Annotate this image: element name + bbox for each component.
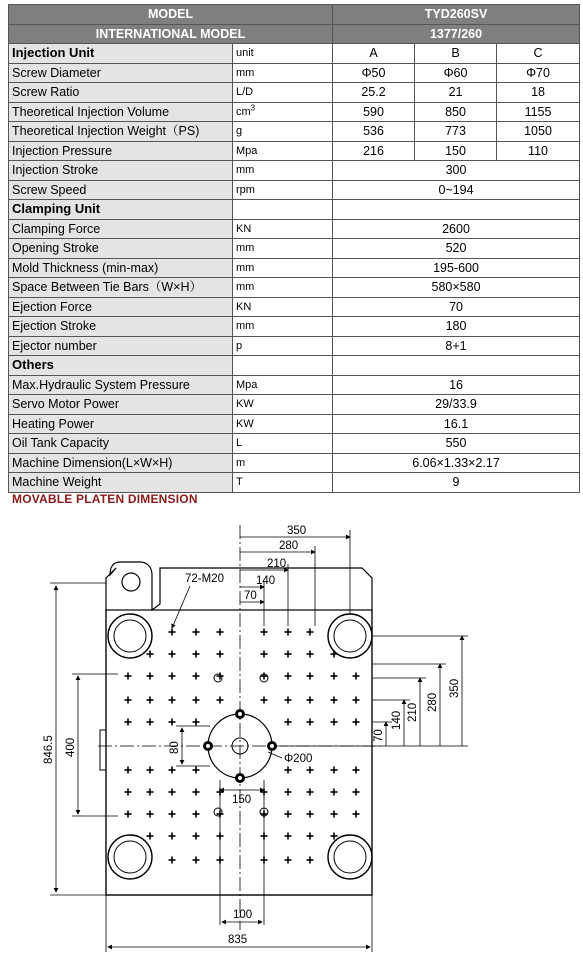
row-unit: KN bbox=[233, 219, 333, 239]
dim-top-350: 350 bbox=[287, 525, 307, 537]
value-b: 150 bbox=[415, 141, 497, 161]
row-label: Theoretical Injection Volume bbox=[9, 102, 233, 122]
intl-model-label: INTERNATIONAL MODEL bbox=[9, 24, 333, 44]
row-unit: mm bbox=[233, 278, 333, 298]
threaded-hole bbox=[353, 673, 360, 680]
dim-bottom-100: 100 bbox=[233, 909, 253, 921]
threaded-hole bbox=[125, 811, 132, 818]
intl-model-row bbox=[9, 24, 580, 44]
threaded-hole bbox=[331, 673, 338, 680]
row-label: Theoretical Injection Weight（PS) bbox=[9, 122, 233, 142]
clamping-unit-header bbox=[9, 200, 580, 220]
table-row bbox=[9, 141, 580, 161]
col-c-header: C bbox=[497, 44, 580, 64]
row-value: 2600 bbox=[333, 219, 580, 239]
table-row bbox=[9, 258, 580, 278]
threaded-hole bbox=[307, 629, 314, 636]
row-value: 8+1 bbox=[333, 336, 580, 356]
dim-top-70: 70 bbox=[244, 590, 257, 602]
dim-bolt-150: 150 bbox=[232, 794, 252, 806]
threaded-hole bbox=[125, 789, 132, 796]
row-label: Oil Tank Capacity bbox=[9, 434, 233, 454]
threaded-hole bbox=[307, 833, 314, 840]
row-value: 0~194 bbox=[333, 180, 580, 200]
row-unit: KW bbox=[233, 414, 333, 434]
threaded-hole bbox=[307, 789, 314, 796]
threaded-hole bbox=[193, 629, 200, 636]
value-c: 1050 bbox=[497, 122, 580, 142]
table-row bbox=[9, 219, 580, 239]
threaded-hole bbox=[353, 767, 360, 774]
threaded-hole bbox=[169, 857, 176, 864]
row-value: 16.1 bbox=[333, 414, 580, 434]
threaded-hole bbox=[353, 811, 360, 818]
threaded-hole bbox=[193, 833, 200, 840]
row-label: Machine Weight bbox=[9, 473, 233, 493]
threaded-hole bbox=[147, 651, 154, 658]
row-label: Machine Dimension(L×W×H) bbox=[9, 453, 233, 473]
others-header bbox=[9, 356, 580, 376]
value-a: 536 bbox=[333, 122, 415, 142]
platen-body bbox=[106, 610, 372, 895]
threaded-hole bbox=[217, 629, 224, 636]
threaded-hole bbox=[285, 767, 292, 774]
unit-header: unit bbox=[233, 44, 333, 64]
row-unit: mm bbox=[233, 161, 333, 181]
threaded-hole bbox=[353, 719, 360, 726]
value-a: 590 bbox=[333, 102, 415, 122]
row-label: Screw Speed bbox=[9, 180, 233, 200]
threaded-hole bbox=[307, 857, 314, 864]
row-label: Injection Pressure bbox=[9, 141, 233, 161]
spec-table bbox=[8, 4, 580, 493]
threaded-hole bbox=[169, 629, 176, 636]
row-unit bbox=[233, 102, 333, 122]
table-row bbox=[9, 278, 580, 298]
row-unit: T bbox=[233, 473, 333, 493]
row-unit: L bbox=[233, 434, 333, 454]
row-value: 550 bbox=[333, 434, 580, 454]
section-title: Clamping Unit bbox=[9, 200, 233, 220]
threaded-hole bbox=[147, 789, 154, 796]
row-unit: mm bbox=[233, 63, 333, 83]
threaded-hole bbox=[285, 833, 292, 840]
row-value: 16 bbox=[333, 375, 580, 395]
dim-bottom-835: 835 bbox=[228, 934, 248, 946]
row-unit: rpm bbox=[233, 180, 333, 200]
dim-top-140: 140 bbox=[256, 575, 276, 587]
value-a: 216 bbox=[333, 141, 415, 161]
row-value: 29/33.9 bbox=[333, 395, 580, 415]
threaded-hole bbox=[285, 697, 292, 704]
threaded-hole bbox=[307, 767, 314, 774]
threaded-hole bbox=[285, 673, 292, 680]
row-value: 180 bbox=[333, 317, 580, 337]
lifting-eye bbox=[122, 573, 140, 591]
value-b: Φ60 bbox=[415, 63, 497, 83]
table-row bbox=[9, 122, 580, 142]
dim-center-diameter: Φ200 bbox=[284, 753, 313, 765]
row-unit: mm bbox=[233, 239, 333, 259]
threaded-hole bbox=[147, 811, 154, 818]
threaded-hole bbox=[147, 767, 154, 774]
table-row bbox=[9, 297, 580, 317]
threaded-hole bbox=[307, 673, 314, 680]
platen-drawing bbox=[0, 508, 583, 961]
threaded-hole bbox=[169, 697, 176, 704]
table-row bbox=[9, 102, 580, 122]
threaded-hole bbox=[169, 673, 176, 680]
row-label: Injection Stroke bbox=[9, 161, 233, 181]
table-row bbox=[9, 83, 580, 103]
row-value: 9 bbox=[333, 473, 580, 493]
table-row bbox=[9, 180, 580, 200]
threaded-hole bbox=[169, 651, 176, 658]
row-value: 6.06×1.33×2.17 bbox=[333, 453, 580, 473]
unit-superscript: 3 bbox=[250, 103, 256, 113]
row-label: Heating Power bbox=[9, 414, 233, 434]
row-label: Max.Hydraulic System Pressure bbox=[9, 375, 233, 395]
row-label: Space Between Tie Bars（W×H） bbox=[9, 278, 233, 298]
threaded-hole bbox=[125, 673, 132, 680]
section-blank bbox=[233, 200, 333, 220]
table-row bbox=[9, 317, 580, 337]
threaded-hole bbox=[331, 719, 338, 726]
threaded-hole bbox=[193, 789, 200, 796]
threaded-hole bbox=[307, 651, 314, 658]
threaded-hole bbox=[285, 629, 292, 636]
dim-top-280: 280 bbox=[279, 540, 299, 552]
injection-unit-header bbox=[9, 44, 580, 64]
value-c: 1155 bbox=[497, 102, 580, 122]
threaded-hole bbox=[193, 767, 200, 774]
value-b: 773 bbox=[415, 122, 497, 142]
threaded-hole bbox=[285, 651, 292, 658]
value-b: 21 bbox=[415, 83, 497, 103]
threaded-hole bbox=[169, 811, 176, 818]
threaded-hole bbox=[217, 651, 224, 658]
value-c: 18 bbox=[497, 83, 580, 103]
threaded-hole bbox=[125, 697, 132, 704]
model-row bbox=[9, 5, 580, 25]
section-blank bbox=[233, 356, 333, 376]
row-label: Screw Ratio bbox=[9, 83, 233, 103]
col-b-header: B bbox=[415, 44, 497, 64]
threaded-hole bbox=[285, 857, 292, 864]
thread-leader bbox=[172, 586, 190, 628]
dim-right-70: 70 bbox=[373, 729, 385, 742]
row-unit: L/D bbox=[233, 83, 333, 103]
value-a: Φ50 bbox=[333, 63, 415, 83]
section-blank bbox=[333, 200, 580, 220]
row-unit: KW bbox=[233, 395, 333, 415]
threaded-hole bbox=[261, 629, 268, 636]
row-value: 580×580 bbox=[333, 278, 580, 298]
threaded-hole bbox=[193, 857, 200, 864]
model-label: MODEL bbox=[9, 5, 333, 25]
threaded-hole bbox=[147, 697, 154, 704]
threaded-hole bbox=[193, 811, 200, 818]
thread-callout: 72-M20 bbox=[185, 573, 224, 585]
value-a: 25.2 bbox=[333, 83, 415, 103]
dim-right-280: 280 bbox=[427, 692, 439, 712]
dim-top-210: 210 bbox=[267, 558, 287, 570]
row-label: Opening Stroke bbox=[9, 239, 233, 259]
threaded-hole bbox=[307, 811, 314, 818]
threaded-hole bbox=[125, 719, 132, 726]
row-label: Ejector number bbox=[9, 336, 233, 356]
section-blank bbox=[333, 356, 580, 376]
threaded-hole bbox=[331, 697, 338, 704]
table-row bbox=[9, 395, 580, 415]
threaded-hole bbox=[353, 789, 360, 796]
threaded-hole bbox=[193, 651, 200, 658]
table-row bbox=[9, 161, 580, 181]
threaded-hole bbox=[331, 833, 338, 840]
dim-bolt-80: 80 bbox=[169, 741, 181, 754]
table-row bbox=[9, 434, 580, 454]
threaded-hole bbox=[307, 697, 314, 704]
threaded-hole bbox=[169, 719, 176, 726]
threaded-hole bbox=[285, 811, 292, 818]
table-row bbox=[9, 239, 580, 259]
threaded-hole bbox=[307, 719, 314, 726]
threaded-hole bbox=[193, 673, 200, 680]
threaded-hole bbox=[193, 697, 200, 704]
row-unit: KN bbox=[233, 297, 333, 317]
threaded-hole bbox=[331, 767, 338, 774]
side-tab bbox=[100, 730, 106, 770]
row-unit: mm bbox=[233, 317, 333, 337]
table-row bbox=[9, 473, 580, 493]
threaded-hole bbox=[169, 833, 176, 840]
unit-base: cm bbox=[236, 105, 251, 118]
row-unit: Mpa bbox=[233, 375, 333, 395]
row-value: 520 bbox=[333, 239, 580, 259]
row-unit: p bbox=[233, 336, 333, 356]
table-row bbox=[9, 336, 580, 356]
value-c: Φ70 bbox=[497, 63, 580, 83]
threaded-hole bbox=[217, 697, 224, 704]
threaded-hole bbox=[331, 811, 338, 818]
row-label: Servo Motor Power bbox=[9, 395, 233, 415]
dim-right-210: 210 bbox=[407, 702, 419, 722]
row-value: 195-600 bbox=[333, 258, 580, 278]
table-row bbox=[9, 414, 580, 434]
threaded-hole bbox=[353, 697, 360, 704]
dim-height-total: 846.5 bbox=[43, 735, 55, 764]
row-unit: g bbox=[233, 122, 333, 142]
intl-model-value: 1377/260 bbox=[333, 24, 580, 44]
threaded-hole bbox=[331, 651, 338, 658]
row-unit: m bbox=[233, 453, 333, 473]
row-label: Ejection Stroke bbox=[9, 317, 233, 337]
threaded-hole bbox=[285, 719, 292, 726]
row-label: Screw Diameter bbox=[9, 63, 233, 83]
value-b: 850 bbox=[415, 102, 497, 122]
row-label: Mold Thickness (min-max) bbox=[9, 258, 233, 278]
threaded-hole bbox=[169, 767, 176, 774]
table-row bbox=[9, 375, 580, 395]
drawing-caption: MOVABLE PLATEN DIMENSION bbox=[12, 492, 198, 506]
table-row bbox=[9, 63, 580, 83]
col-a-header: A bbox=[333, 44, 415, 64]
dim-right-350: 350 bbox=[449, 678, 461, 698]
threaded-hole bbox=[147, 719, 154, 726]
threaded-hole bbox=[331, 789, 338, 796]
threaded-hole bbox=[147, 673, 154, 680]
model-value: TYD260SV bbox=[333, 5, 580, 25]
row-label: Ejection Force bbox=[9, 297, 233, 317]
threaded-hole bbox=[193, 719, 200, 726]
section-title: Others bbox=[9, 356, 233, 376]
threaded-hole bbox=[261, 697, 268, 704]
row-label: Clamping Force bbox=[9, 219, 233, 239]
threaded-hole bbox=[261, 651, 268, 658]
value-c: 110 bbox=[497, 141, 580, 161]
row-value: 70 bbox=[333, 297, 580, 317]
row-unit: mm bbox=[233, 258, 333, 278]
dim-height-inner: 400 bbox=[65, 737, 77, 757]
dim-right-140: 140 bbox=[391, 710, 403, 730]
row-value: 300 bbox=[333, 161, 580, 181]
row-unit: Mpa bbox=[233, 141, 333, 161]
section-title: Injection Unit bbox=[9, 44, 233, 64]
table-row bbox=[9, 453, 580, 473]
threaded-hole bbox=[169, 789, 176, 796]
threaded-hole bbox=[125, 767, 132, 774]
threaded-hole bbox=[285, 789, 292, 796]
threaded-hole bbox=[147, 833, 154, 840]
